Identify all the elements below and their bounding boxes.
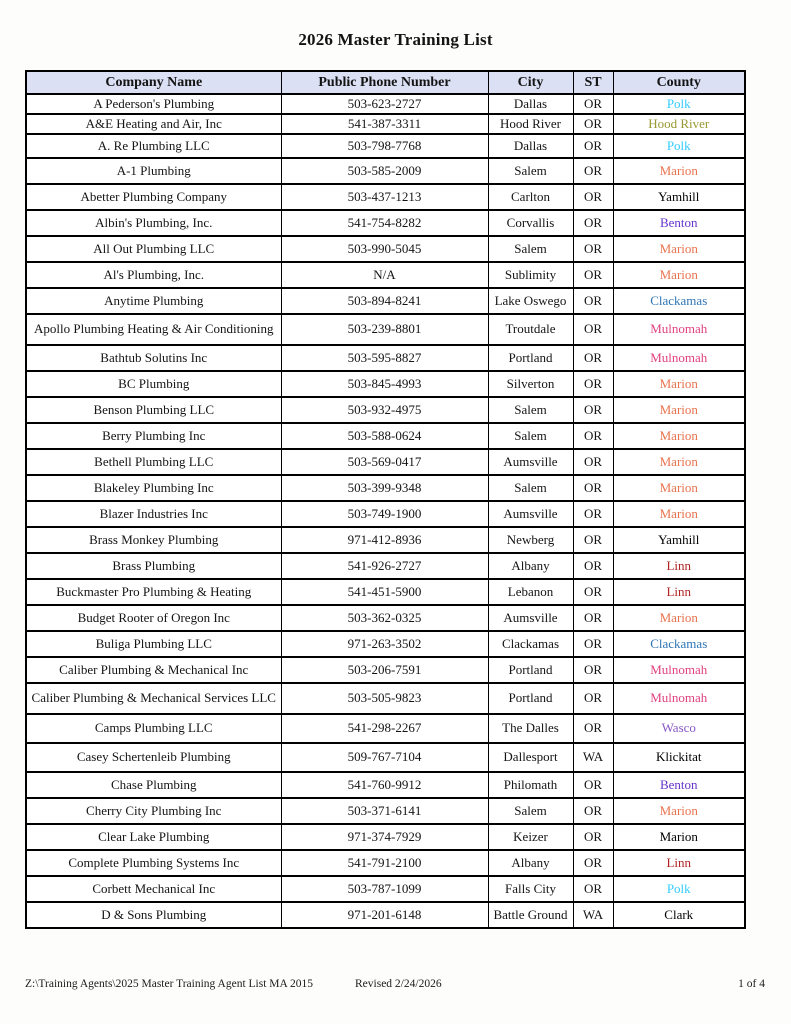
company-cell: Al's Plumbing, Inc.	[26, 262, 281, 288]
table-row	[26, 397, 745, 423]
phone-cell: 503-749-1900	[281, 501, 488, 527]
state-cell: OR	[573, 236, 613, 262]
county-cell: Marion	[613, 501, 745, 527]
state-cell: OR	[573, 657, 613, 683]
city-cell: Clackamas	[488, 631, 573, 657]
city-cell: Newberg	[488, 527, 573, 553]
county-cell: Yamhill	[613, 184, 745, 210]
table-row	[26, 657, 745, 683]
city-cell: Portland	[488, 683, 573, 714]
phone-cell: 503-569-0417	[281, 449, 488, 475]
table-row	[26, 772, 745, 798]
table-row	[26, 288, 745, 314]
city-cell: Portland	[488, 345, 573, 371]
table-row	[26, 184, 745, 210]
city-cell: Philomath	[488, 772, 573, 798]
table-row	[26, 743, 745, 772]
city-cell: Dallas	[488, 134, 573, 158]
phone-cell: 503-798-7768	[281, 134, 488, 158]
company-cell: Corbett Mechanical Inc	[26, 876, 281, 902]
county-cell: Polk	[613, 134, 745, 158]
state-cell: WA	[573, 902, 613, 928]
table-row	[26, 236, 745, 262]
company-cell: Brass Plumbing	[26, 553, 281, 579]
state-cell: OR	[573, 876, 613, 902]
table-row	[26, 345, 745, 371]
phone-cell: 503-437-1213	[281, 184, 488, 210]
county-cell: Linn	[613, 553, 745, 579]
state-cell: OR	[573, 345, 613, 371]
city-cell: Keizer	[488, 824, 573, 850]
table-body	[26, 94, 745, 928]
table-row	[26, 210, 745, 236]
county-cell: Linn	[613, 850, 745, 876]
company-cell: Camps Plumbing LLC	[26, 714, 281, 743]
city-cell: Lebanon	[488, 579, 573, 605]
county-cell: Marion	[613, 423, 745, 449]
state-cell: OR	[573, 371, 613, 397]
city-cell: Carlton	[488, 184, 573, 210]
phone-cell: 503-505-9823	[281, 683, 488, 714]
county-cell: Mulnomah	[613, 683, 745, 714]
city-cell: Corvallis	[488, 210, 573, 236]
company-cell: Buliga Plumbing LLC	[26, 631, 281, 657]
county-cell: Marion	[613, 236, 745, 262]
table-row	[26, 798, 745, 824]
phone-cell: 541-451-5900	[281, 579, 488, 605]
state-cell: WA	[573, 743, 613, 772]
city-cell: Aumsville	[488, 449, 573, 475]
county-cell: Linn	[613, 579, 745, 605]
city-cell: Battle Ground	[488, 902, 573, 928]
state-cell: OR	[573, 158, 613, 184]
county-cell: Hood River	[613, 114, 745, 134]
phone-cell: N/A	[281, 262, 488, 288]
company-cell: Blakeley Plumbing Inc	[26, 475, 281, 501]
county-cell: Mulnomah	[613, 657, 745, 683]
phone-cell: 541-760-9912	[281, 772, 488, 798]
county-cell: Marion	[613, 158, 745, 184]
phone-cell: 503-399-9348	[281, 475, 488, 501]
city-cell: Dallesport	[488, 743, 573, 772]
table-row	[26, 262, 745, 288]
table-row	[26, 605, 745, 631]
footer-page-number: 1 of 4	[738, 978, 765, 990]
county-cell: Marion	[613, 824, 745, 850]
state-cell: OR	[573, 772, 613, 798]
state-cell: OR	[573, 262, 613, 288]
phone-cell: 971-374-7929	[281, 824, 488, 850]
phone-cell: 503-588-0624	[281, 423, 488, 449]
county-cell: Yamhill	[613, 527, 745, 553]
table-row	[26, 371, 745, 397]
company-cell: Anytime Plumbing	[26, 288, 281, 314]
column-header-city: City	[488, 71, 573, 94]
state-cell: OR	[573, 683, 613, 714]
state-cell: OR	[573, 714, 613, 743]
state-cell: OR	[573, 288, 613, 314]
county-cell: Polk	[613, 94, 745, 114]
county-cell: Marion	[613, 449, 745, 475]
state-cell: OR	[573, 553, 613, 579]
table-row	[26, 94, 745, 114]
county-cell: Marion	[613, 475, 745, 501]
company-cell: Blazer Industries Inc	[26, 501, 281, 527]
phone-cell: 503-894-8241	[281, 288, 488, 314]
city-cell: The Dalles	[488, 714, 573, 743]
city-cell: Aumsville	[488, 501, 573, 527]
table-row	[26, 114, 745, 134]
city-cell: Salem	[488, 158, 573, 184]
city-cell: Lake Oswego	[488, 288, 573, 314]
state-cell: OR	[573, 210, 613, 236]
state-cell: OR	[573, 527, 613, 553]
phone-cell: 971-263-3502	[281, 631, 488, 657]
phone-cell: 503-595-8827	[281, 345, 488, 371]
company-cell: Abetter Plumbing Company	[26, 184, 281, 210]
phone-cell: 541-387-3311	[281, 114, 488, 134]
company-cell: Albin's Plumbing, Inc.	[26, 210, 281, 236]
city-cell: Salem	[488, 798, 573, 824]
state-cell: OR	[573, 798, 613, 824]
footer-file-path: Z:\Training Agents\2025 Master Training Agent List MA 2015	[25, 978, 314, 990]
company-cell: Apollo Plumbing Heating & Air Conditioning	[26, 314, 281, 345]
company-cell: Brass Monkey Plumbing	[26, 527, 281, 553]
county-cell: Marion	[613, 371, 745, 397]
county-cell: Clackamas	[613, 288, 745, 314]
footer-revised-date: Revised 2/24/2026	[355, 978, 442, 990]
page-footer	[0, 978, 791, 998]
city-cell: Aumsville	[488, 605, 573, 631]
table-row	[26, 876, 745, 902]
city-cell: Salem	[488, 236, 573, 262]
city-cell: Dallas	[488, 94, 573, 114]
county-cell: Clackamas	[613, 631, 745, 657]
city-cell: Silverton	[488, 371, 573, 397]
county-cell: Wasco	[613, 714, 745, 743]
column-header-company-name: Company Name	[26, 71, 281, 94]
company-cell: Clear Lake Plumbing	[26, 824, 281, 850]
county-cell: Benton	[613, 210, 745, 236]
phone-cell: 503-932-4975	[281, 397, 488, 423]
county-cell: Marion	[613, 798, 745, 824]
phone-cell: 509-767-7104	[281, 743, 488, 772]
phone-cell: 503-990-5045	[281, 236, 488, 262]
county-cell: Klickitat	[613, 743, 745, 772]
city-cell: Albany	[488, 553, 573, 579]
company-cell: Chase Plumbing	[26, 772, 281, 798]
city-cell: Salem	[488, 423, 573, 449]
state-cell: OR	[573, 824, 613, 850]
table-header-row	[26, 71, 745, 94]
state-cell: OR	[573, 579, 613, 605]
state-cell: OR	[573, 605, 613, 631]
county-cell: Marion	[613, 262, 745, 288]
state-cell: OR	[573, 423, 613, 449]
phone-cell: 503-371-6141	[281, 798, 488, 824]
county-cell: Marion	[613, 397, 745, 423]
state-cell: OR	[573, 850, 613, 876]
company-cell: A-1 Plumbing	[26, 158, 281, 184]
company-cell: A&E Heating and Air, Inc	[26, 114, 281, 134]
table-row	[26, 527, 745, 553]
company-cell: Berry Plumbing Inc	[26, 423, 281, 449]
company-cell: All Out Plumbing LLC	[26, 236, 281, 262]
county-cell: Benton	[613, 772, 745, 798]
table-row	[26, 449, 745, 475]
company-cell: Benson Plumbing LLC	[26, 397, 281, 423]
company-cell: Budget Rooter of Oregon Inc	[26, 605, 281, 631]
company-cell: D & Sons Plumbing	[26, 902, 281, 928]
city-cell: Portland	[488, 657, 573, 683]
column-header-county: County	[613, 71, 745, 94]
city-cell: Salem	[488, 475, 573, 501]
phone-cell: 541-754-8282	[281, 210, 488, 236]
county-cell: Marion	[613, 605, 745, 631]
company-cell: Caliber Plumbing & Mechanical Services LLC	[26, 683, 281, 714]
county-cell: Mulnomah	[613, 345, 745, 371]
page-title: 2026 Master Training List	[298, 30, 493, 49]
state-cell: OR	[573, 314, 613, 345]
table-row	[26, 683, 745, 714]
company-cell: A. Re Plumbing LLC	[26, 134, 281, 158]
table-row	[26, 501, 745, 527]
city-cell: Albany	[488, 850, 573, 876]
table-row	[26, 475, 745, 501]
phone-cell: 971-412-8936	[281, 527, 488, 553]
table-row	[26, 134, 745, 158]
phone-cell: 541-926-2727	[281, 553, 488, 579]
phone-cell: 503-239-8801	[281, 314, 488, 345]
phone-cell: 541-791-2100	[281, 850, 488, 876]
company-cell: Caliber Plumbing & Mechanical Inc	[26, 657, 281, 683]
company-cell: Bathtub Solutins Inc	[26, 345, 281, 371]
company-cell: BC Plumbing	[26, 371, 281, 397]
phone-cell: 503-585-2009	[281, 158, 488, 184]
city-cell: Falls City	[488, 876, 573, 902]
column-header-phone-number: Public Phone Number	[281, 71, 488, 94]
state-cell: OR	[573, 475, 613, 501]
table-row	[26, 714, 745, 743]
county-cell: Mulnomah	[613, 314, 745, 345]
table-row	[26, 824, 745, 850]
phone-cell: 503-623-2727	[281, 94, 488, 114]
training-list-table	[25, 70, 746, 929]
table-row	[26, 423, 745, 449]
state-cell: OR	[573, 397, 613, 423]
table-row	[26, 579, 745, 605]
table-row	[26, 158, 745, 184]
state-cell: OR	[573, 114, 613, 134]
phone-cell: 541-298-2267	[281, 714, 488, 743]
phone-cell: 503-845-4993	[281, 371, 488, 397]
company-cell: Cherry City Plumbing Inc	[26, 798, 281, 824]
column-header-state: ST	[573, 71, 613, 94]
state-cell: OR	[573, 631, 613, 657]
state-cell: OR	[573, 184, 613, 210]
company-cell: A Pederson's Plumbing	[26, 94, 281, 114]
state-cell: OR	[573, 449, 613, 475]
city-cell: Hood River	[488, 114, 573, 134]
company-cell: Bethell Plumbing LLC	[26, 449, 281, 475]
phone-cell: 503-206-7591	[281, 657, 488, 683]
county-cell: Clark	[613, 902, 745, 928]
city-cell: Sublimity	[488, 262, 573, 288]
phone-cell: 503-787-1099	[281, 876, 488, 902]
phone-cell: 971-201-6148	[281, 902, 488, 928]
table-row	[26, 314, 745, 345]
state-cell: OR	[573, 501, 613, 527]
city-cell: Salem	[488, 397, 573, 423]
phone-cell: 503-362-0325	[281, 605, 488, 631]
county-cell: Polk	[613, 876, 745, 902]
table-row	[26, 850, 745, 876]
table-row	[26, 902, 745, 928]
city-cell: Troutdale	[488, 314, 573, 345]
table-row	[26, 631, 745, 657]
state-cell: OR	[573, 94, 613, 114]
company-cell: Buckmaster Pro Plumbing & Heating	[26, 579, 281, 605]
state-cell: OR	[573, 134, 613, 158]
company-cell: Complete Plumbing Systems Inc	[26, 850, 281, 876]
table-row	[26, 553, 745, 579]
company-cell: Casey Schertenleib Plumbing	[26, 743, 281, 772]
